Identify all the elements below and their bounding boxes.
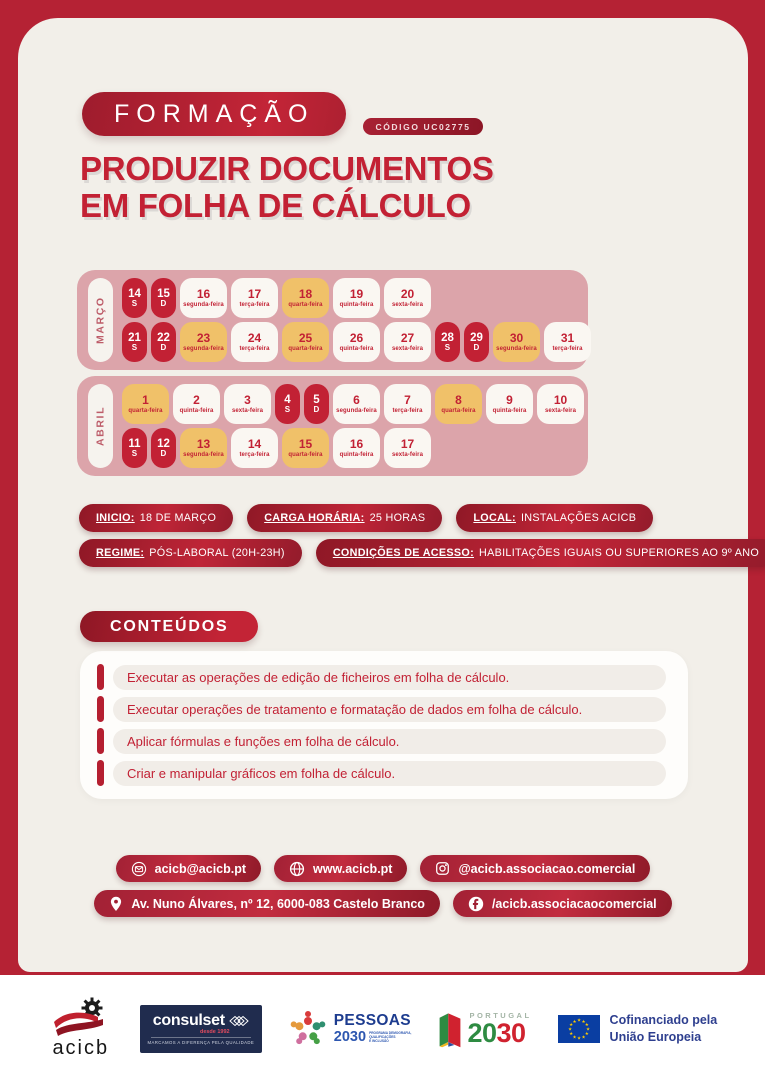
svg-text:★: ★ (584, 1022, 589, 1028)
calendar-day (282, 278, 329, 318)
contact-text: www.acicb.pt (313, 861, 393, 876)
detail-value: 25 HORAS (369, 512, 426, 524)
day-number: 2 (193, 393, 200, 408)
day-weekday-label: terça-feira (552, 345, 583, 352)
consulset-logo-top (153, 1012, 249, 1030)
calendar-day (151, 278, 176, 318)
day-weekday-label: segunda-feira (183, 301, 224, 308)
day-weekday-label: D (313, 404, 320, 414)
calendar-day (333, 278, 380, 318)
portugal-2030-logo (437, 1009, 531, 1049)
pessoas-logo-text: PESSOAS (333, 1011, 411, 1029)
content-item (97, 696, 666, 722)
content-item (97, 728, 666, 754)
page-title (80, 150, 748, 224)
day-number: 25 (298, 331, 313, 346)
day-number: 1 (142, 393, 149, 408)
day-weekday-label: S (131, 342, 138, 352)
contact-text: @acicb.associacao.comercial (458, 861, 636, 876)
consulset-divider (151, 1037, 251, 1038)
day-number: 8 (455, 393, 462, 408)
content-item (97, 760, 666, 786)
consulset-tagline: MARCAMOS A DIFERENÇA PELA QUALIDADE (147, 1040, 255, 1045)
detail-label: LOCAL: (473, 512, 516, 524)
svg-text:★: ★ (568, 1022, 573, 1028)
calendar-day (544, 322, 591, 362)
day-number: 22 (157, 331, 170, 344)
svg-text:★: ★ (585, 1027, 590, 1033)
contacts-section (18, 855, 748, 917)
calendar-day (231, 278, 278, 318)
consulset-diamond-icon (229, 1014, 249, 1028)
contents-card (80, 651, 688, 799)
day-weekday-label: sexta-feira (544, 407, 577, 414)
calendar-day (384, 322, 431, 362)
detail-value: HABILITAÇÕES IGUAIS OU SUPERIORES AO 9º ANO (479, 547, 760, 559)
content-item-text: Criar e manipular gráficos em folha de cálculo. (113, 761, 666, 786)
formacao-badge (82, 92, 346, 136)
day-weekday-label: quinta-feira (179, 407, 214, 414)
day-number: 29 (470, 331, 483, 344)
day-weekday-label: sexta-feira (391, 451, 424, 458)
day-weekday-label: quinta-feira (339, 345, 374, 352)
calendar-day (464, 322, 489, 362)
month-label: ABRIL (88, 384, 113, 468)
contacts-row (116, 855, 651, 882)
content-item (97, 664, 666, 690)
pessoas-year-text: 2030 (333, 1029, 367, 1045)
day-weekday-label: D (473, 342, 480, 352)
poster-panel (18, 18, 760, 972)
calendar-day (333, 384, 380, 424)
day-number: 13 (196, 437, 211, 452)
calendar-day (435, 322, 460, 362)
header (82, 92, 748, 136)
day-weekday-label: D (160, 342, 167, 352)
calendar-day (486, 384, 533, 424)
day-weekday-label: sexta-feira (391, 345, 424, 352)
footer-logos (0, 975, 765, 1082)
acicb-logo (48, 997, 114, 1060)
contact-text: acicb@acicb.pt (154, 861, 247, 876)
consulset-logo-text: consulset (152, 1012, 225, 1029)
detail-value: INSTALAÇÕES ACICB (520, 512, 637, 524)
calendar-day (122, 428, 147, 468)
day-weekday-label: terça-feira (392, 407, 423, 414)
details-row (79, 539, 760, 567)
facebook-icon (468, 896, 484, 912)
day-number: 21 (128, 331, 141, 344)
content-item-text: Executar as operações de edição de ficheiros em folha de cálculo. (113, 665, 666, 690)
svg-text:★: ★ (584, 1031, 589, 1037)
calendar-day (384, 384, 431, 424)
calendar-day (180, 322, 227, 362)
calendar-month (77, 270, 588, 370)
detail-label: CONDIÇÕES DE ACESSO: (332, 547, 474, 559)
svg-text:★: ★ (576, 1018, 581, 1024)
consulset-logo (140, 1005, 262, 1053)
calendar-day (151, 322, 176, 362)
calendar-week-row (122, 384, 584, 424)
detail-pill (456, 504, 653, 532)
calendar-day (537, 384, 584, 424)
day-number: 24 (247, 331, 262, 346)
day-number: 7 (404, 393, 411, 408)
contents-title-wrap (80, 611, 748, 642)
day-weekday-label: S (284, 404, 291, 414)
day-weekday-label: quinta-feira (339, 451, 374, 458)
day-number: 17 (247, 287, 262, 302)
calendar-day (333, 322, 380, 362)
portugal-flag-icon (437, 1009, 463, 1049)
day-number: 6 (353, 393, 360, 408)
contact-text: /acicb.associacaocomercial (491, 896, 657, 911)
day-number: 19 (349, 287, 364, 302)
eu-flag-icon (558, 1015, 600, 1043)
day-weekday-label: segunda-feira (496, 345, 537, 352)
calendar-day (180, 278, 227, 318)
detail-label: REGIME: (96, 547, 145, 559)
calendar-week-row (122, 428, 584, 468)
month-rows (122, 384, 584, 468)
day-weekday-label: terça-feira (239, 301, 270, 308)
day-number: 4 (284, 393, 291, 406)
day-weekday-label: sexta-feira (391, 301, 424, 308)
detail-pill (316, 539, 765, 567)
acicb-logo-text: acicb (52, 1037, 110, 1059)
mail-icon (131, 861, 147, 877)
content-item-text: Executar operações de tratamento e formatação de dados em folha de cálculo. (113, 697, 666, 722)
day-weekday-label: segunda-feira (183, 345, 224, 352)
page-title-line1: PRODUZIR DOCUMENTOS (80, 150, 494, 187)
calendar-day (333, 428, 380, 468)
formacao-badge-label: FORMAÇÃO (114, 99, 315, 128)
calendar-day (231, 428, 278, 468)
contents-section-title: CONTEÚDOS (80, 611, 258, 642)
calendar-day (384, 428, 431, 468)
day-number: 16 (349, 437, 364, 452)
location-pin-icon (109, 896, 123, 912)
day-number: 31 (560, 331, 575, 346)
contact-pill-globe[interactable] (274, 855, 407, 882)
details-row (79, 504, 748, 532)
svg-text:★: ★ (567, 1027, 572, 1033)
instagram-icon (435, 861, 450, 876)
day-weekday-label: S (131, 448, 138, 458)
globe-icon (289, 861, 305, 877)
day-number: 17 (400, 437, 415, 452)
day-weekday-label: quarta-feira (441, 407, 476, 414)
detail-pill (79, 539, 302, 567)
detail-pill (247, 504, 442, 532)
day-weekday-label: quinta-feira (492, 407, 527, 414)
svg-text:★: ★ (576, 1036, 581, 1042)
day-weekday-label: quarta-feira (288, 301, 323, 308)
day-number: 27 (400, 331, 415, 346)
day-number: 10 (553, 393, 568, 408)
day-weekday-label: segunda-feira (336, 407, 377, 414)
day-weekday-label: quarta-feira (288, 451, 323, 458)
contact-pill-facebook[interactable] (453, 890, 672, 917)
calendar-section (77, 270, 748, 476)
day-number: 28 (441, 331, 454, 344)
acicb-logo-icon (48, 997, 114, 1039)
consulset-since-text: desde 1992 (199, 1029, 230, 1035)
svg-text:★: ★ (571, 1034, 577, 1040)
contact-pill-mail[interactable] (116, 855, 261, 882)
day-weekday-label: D (160, 448, 167, 458)
calendar-day (122, 278, 147, 318)
detail-pill (79, 504, 233, 532)
day-number: 3 (244, 393, 251, 408)
detail-label: CARGA HORÁRIA: (264, 512, 365, 524)
svg-text:★: ★ (580, 1034, 586, 1040)
calendar-day (275, 384, 300, 424)
calendar-day (282, 322, 329, 362)
calendar-day (224, 384, 271, 424)
day-weekday-label: quinta-feira (339, 301, 374, 308)
contact-pill-instagram[interactable] (420, 855, 650, 882)
day-weekday-label: terça-feira (239, 345, 270, 352)
pessoas-text-block (334, 1013, 412, 1045)
day-weekday-label: S (444, 342, 451, 352)
day-number: 14 (247, 437, 262, 452)
contact-pill-location-pin[interactable] (94, 890, 440, 917)
calendar-day (122, 384, 169, 424)
portugal-text-block (467, 1009, 531, 1047)
day-weekday-label: quarta-feira (288, 345, 323, 352)
calendar-day (151, 428, 176, 468)
calendar-week-row (122, 278, 591, 318)
calendar-day (435, 384, 482, 424)
calendar-day (173, 384, 220, 424)
calendar-day (493, 322, 540, 362)
day-number: 26 (349, 331, 364, 346)
course-code-label: CÓDIGO UC02775 (375, 121, 471, 132)
day-number: 9 (506, 393, 513, 408)
content-item-marker (97, 696, 104, 722)
day-number: 20 (400, 287, 415, 302)
day-number: 5 (313, 393, 320, 406)
calendar-day (304, 384, 329, 424)
pessoas-people-icon (288, 1008, 328, 1050)
day-weekday-label: segunda-feira (183, 451, 224, 458)
day-number: 15 (298, 437, 313, 452)
day-number: 18 (298, 287, 313, 302)
portugal-year-text: 2030 (467, 1017, 526, 1048)
day-number: 11 (128, 437, 141, 450)
calendar-month (77, 376, 588, 476)
calendar-day (122, 322, 147, 362)
detail-value: PÓS-LABORAL (20H-23H) (149, 547, 285, 559)
day-number: 16 (196, 287, 211, 302)
detail-label: INICIO: (96, 512, 135, 524)
day-number: 30 (509, 331, 524, 346)
page-title-line2: EM FOLHA DE CÁLCULO (80, 187, 471, 224)
calendar-day (180, 428, 227, 468)
content-item-text: Aplicar fórmulas e funções em folha de cálculo. (113, 729, 666, 754)
eu-cofinancing-logo (558, 1012, 718, 1045)
course-code-badge (363, 118, 482, 135)
day-weekday-label: S (131, 298, 138, 308)
content-item-marker (97, 664, 104, 690)
month-label: MARÇO (88, 278, 113, 362)
details-section (79, 504, 760, 567)
day-weekday-label: terça-feira (239, 451, 270, 458)
svg-text:★: ★ (580, 1019, 586, 1025)
svg-text:★: ★ (571, 1019, 577, 1025)
eu-cofinancing-text: Cofinanciado pela União Europeia (609, 1013, 718, 1044)
day-weekday-label: D (160, 298, 167, 308)
calendar-day (231, 322, 278, 362)
day-number: 12 (157, 437, 170, 450)
day-weekday-label: quarta-feira (128, 407, 163, 414)
detail-value: 18 DE MARÇO (139, 512, 217, 524)
content-item-marker (97, 728, 104, 754)
calendar-day (282, 428, 329, 468)
pessoas-2030-logo (288, 1008, 412, 1050)
contacts-row (94, 890, 671, 917)
day-number: 14 (128, 287, 141, 300)
day-number: 15 (157, 287, 170, 300)
calendar-week-row (122, 322, 591, 362)
calendar-day (384, 278, 431, 318)
content-item-marker (97, 760, 104, 786)
month-rows (122, 278, 591, 362)
pessoas-tagline: PROGRAMA DEMOGRAFIA, QUALIFICAÇÕES E INCLUSÃO (369, 1031, 412, 1044)
day-number: 23 (196, 331, 211, 346)
portugal-logo-text: PORTUGAL (469, 1010, 532, 1020)
contact-text: Av. Nuno Álvares, nº 12, 6000-083 Castelo Branco (131, 896, 425, 911)
day-weekday-label: sexta-feira (231, 407, 264, 414)
svg-text:★: ★ (568, 1031, 573, 1037)
